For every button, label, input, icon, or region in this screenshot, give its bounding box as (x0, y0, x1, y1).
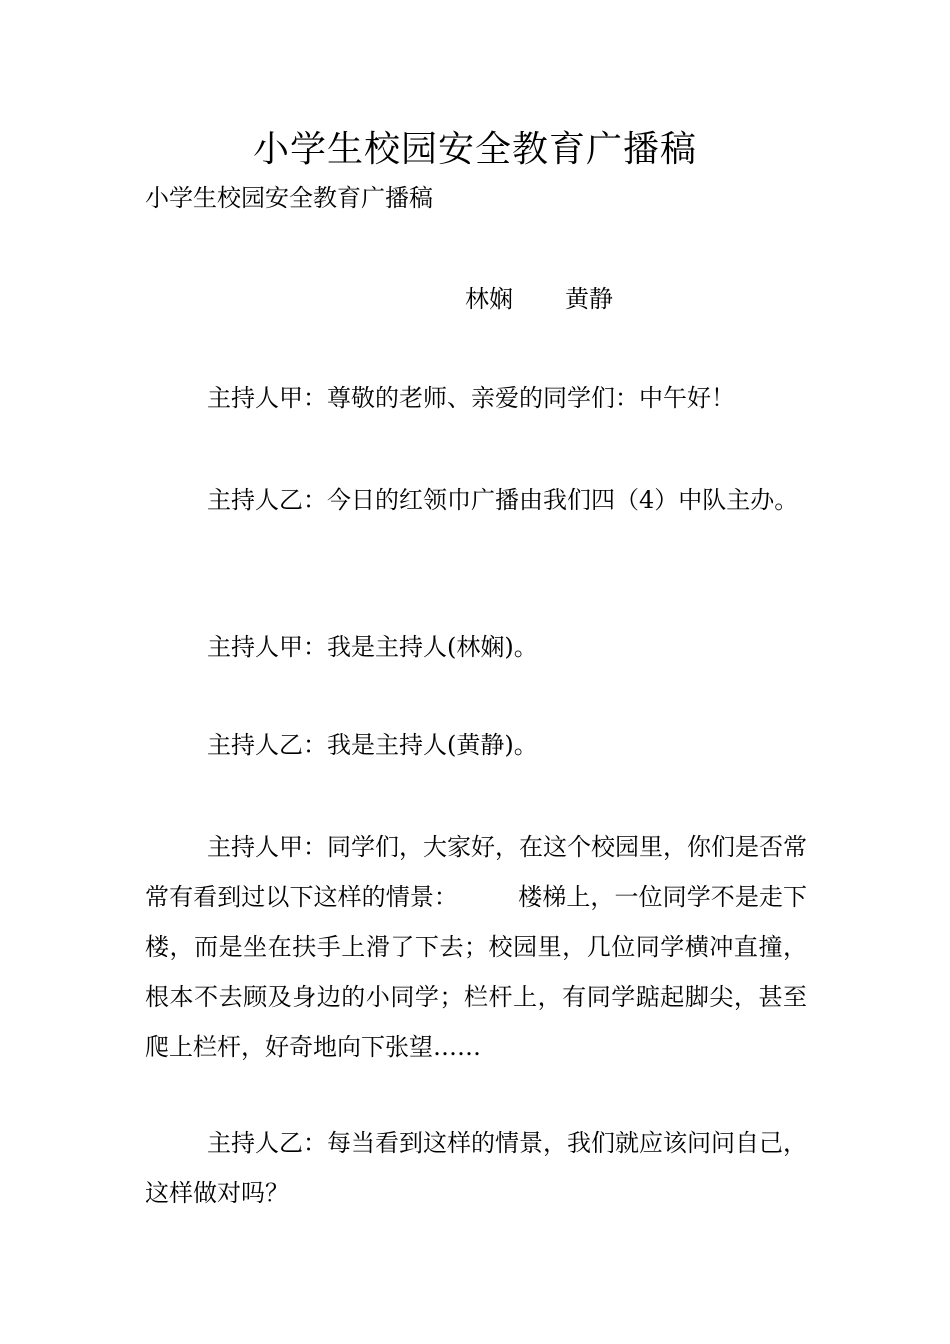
paragraph: 主持人甲：同学们，大家好，在这个校园里，你们是否常常有看到过以下这样的情景： 楼梯上，一位同学不是走下楼，而是坐在扶手上滑了下去；校园里，几位同学横冲直撞，根本不去顾及身边的小同学；栏杆上，有同学踮起脚尖，甚至爬上栏杆，好奇地向下张望…… (145, 833, 807, 1061)
paragraph: 主持人乙：我是主持人(黄静)。 (207, 731, 538, 759)
paragraph: 主持人乙：每当看到这样的情景，我们就应该问问自己，这样做对吗？ (145, 1129, 807, 1207)
paragraph: 主持人乙：今日的红领巾广播由我们四（4）中队主办。 (207, 486, 799, 514)
document-title: 小学生校园安全教育广播稿 (252, 129, 697, 170)
author-line (465, 281, 613, 317)
paragraph: 主持人甲：尊敬的老师、亲爱的同学们：中午好！ (207, 384, 735, 412)
document-subtitle: 小学生校园安全教育广播稿 (145, 184, 433, 212)
paragraph: 主持人甲：我是主持人(林娴)。 (207, 633, 538, 661)
author-name: 林娴 (465, 285, 513, 313)
author-name: 黄静 (565, 285, 613, 313)
